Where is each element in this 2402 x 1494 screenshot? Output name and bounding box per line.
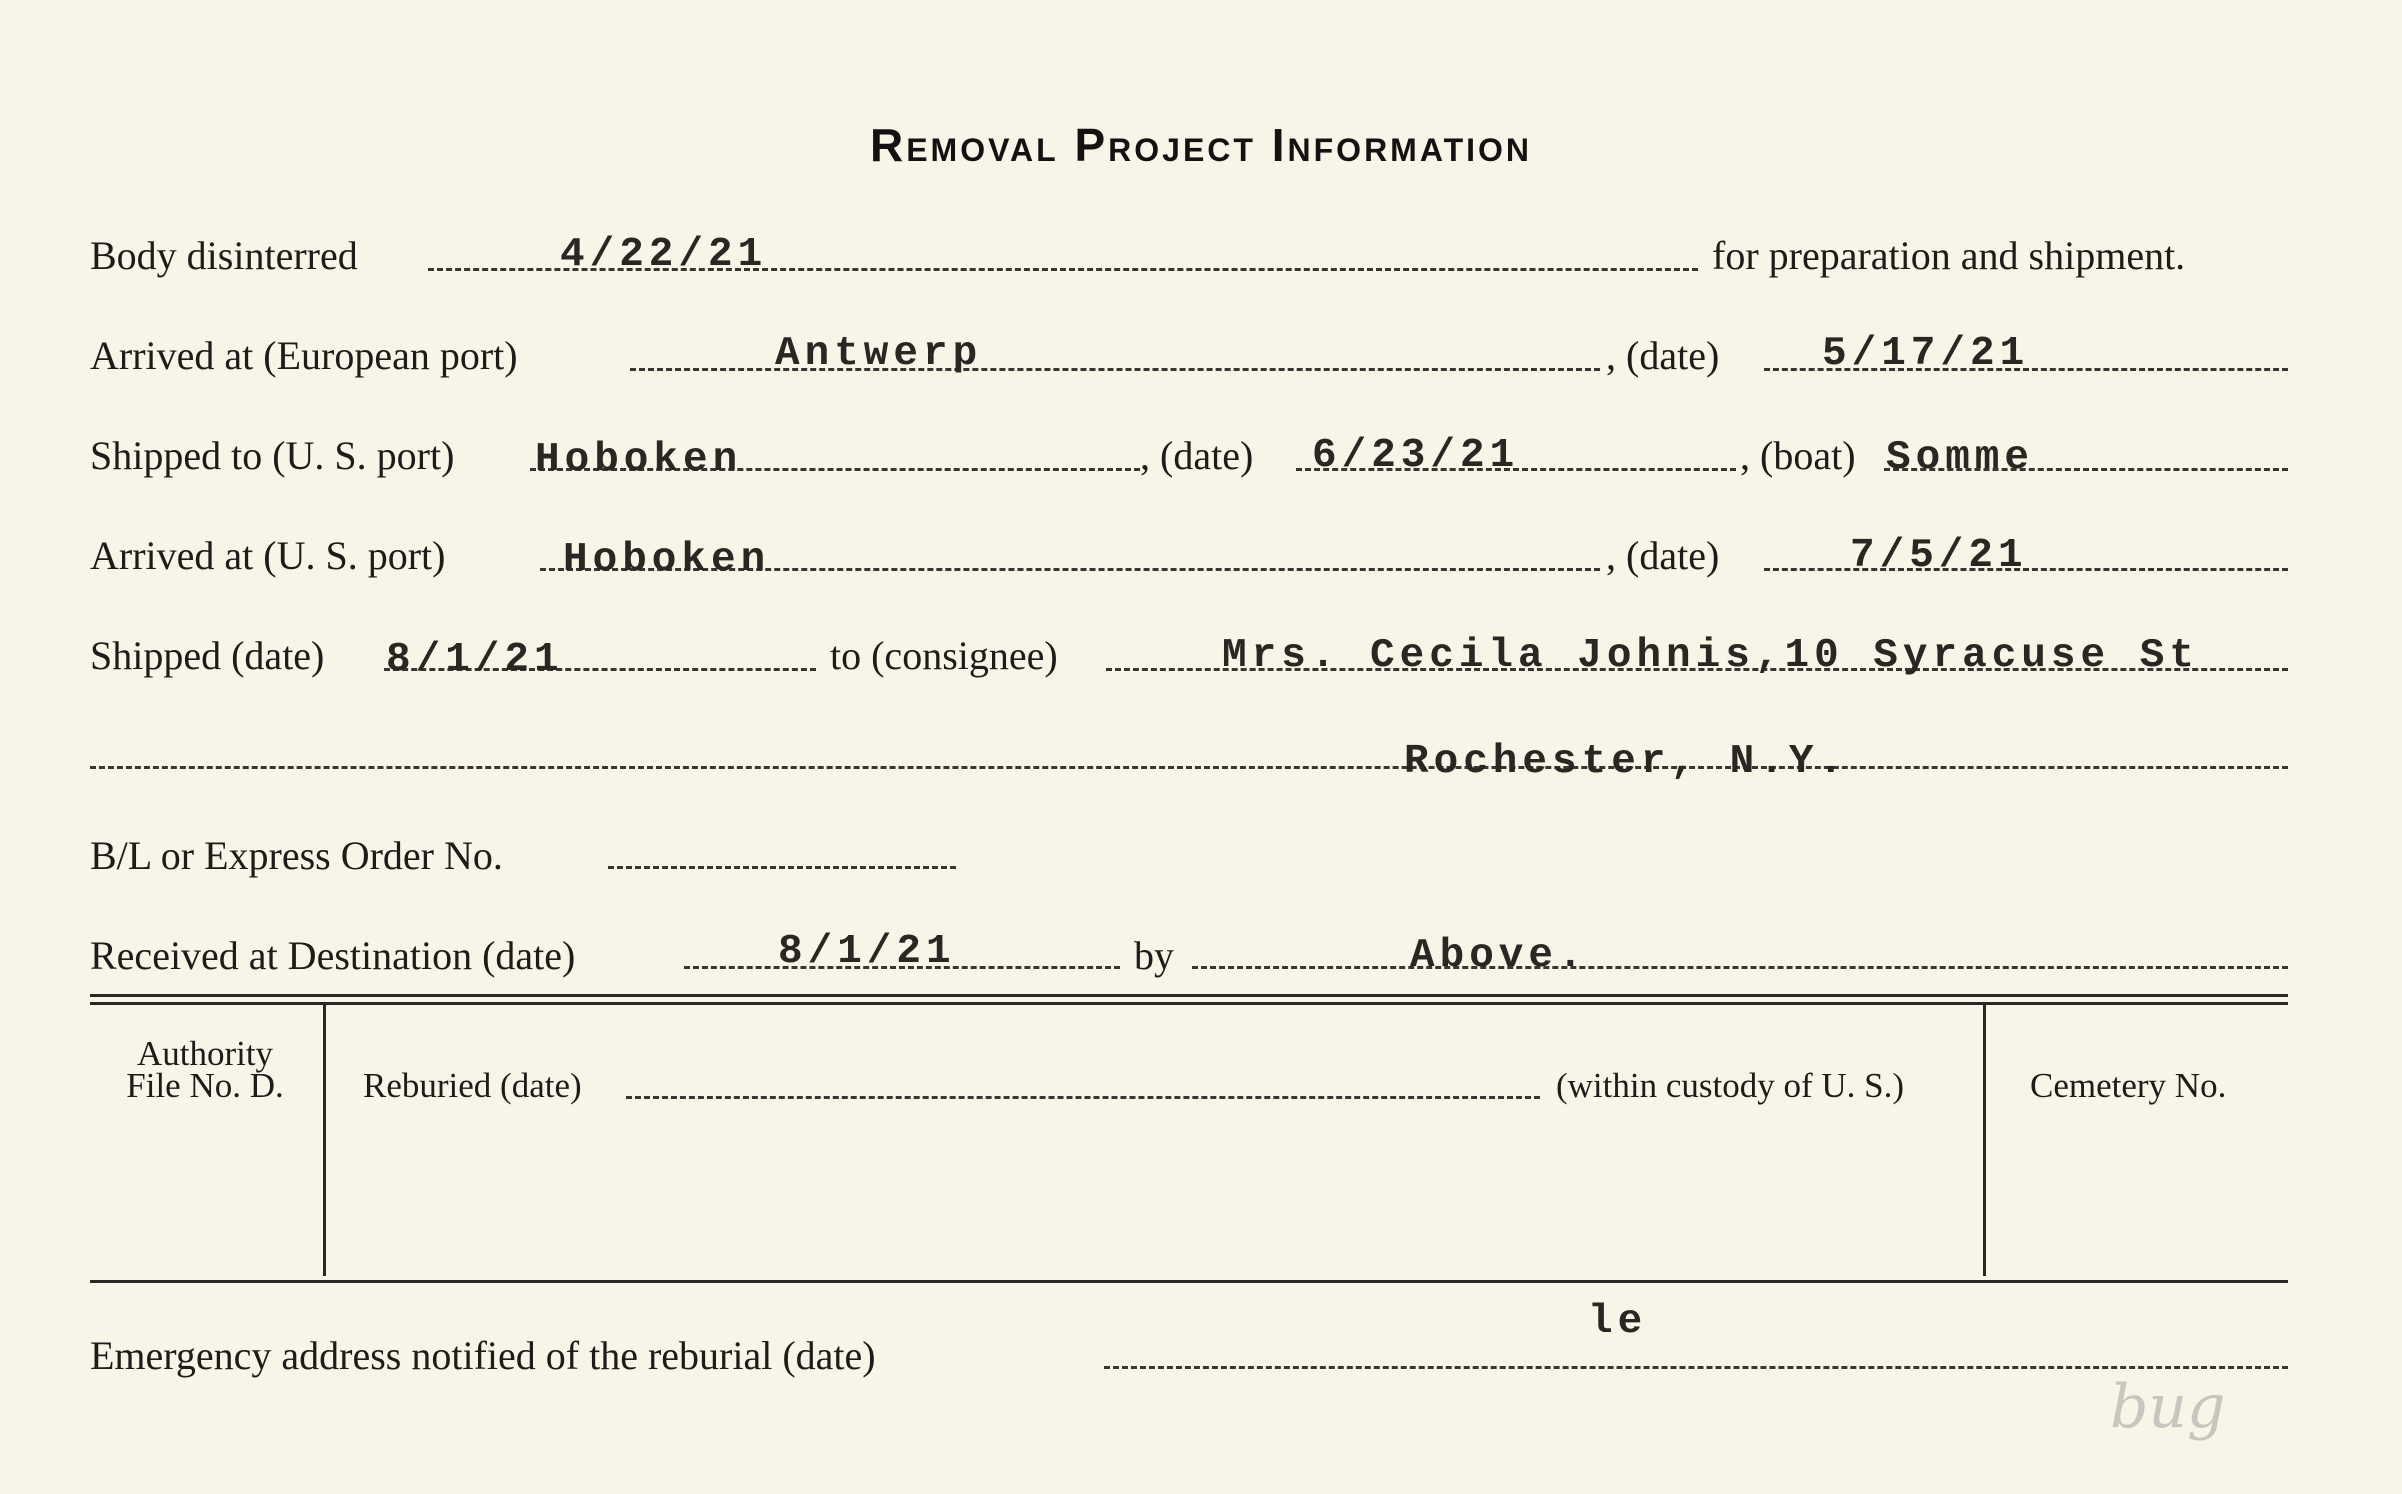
cemetery-label: Cemetery No. — [2030, 1066, 2227, 1105]
euro-port-value: Antwerp — [775, 331, 983, 377]
shipped-us-boat: Somme — [1886, 435, 2035, 481]
pencil-note: bug — [2110, 1372, 2226, 1442]
reburied-line — [626, 1096, 1540, 1099]
bl-line — [608, 866, 956, 869]
euro-date-label: , (date) — [1606, 333, 1720, 378]
emergency-label: Emergency address notified of the reburial (date) — [90, 1333, 876, 1378]
consignee-label: to (consignee) — [830, 633, 1058, 678]
received-by-line — [1192, 966, 2288, 969]
authority-line-2: File No. D. — [126, 1066, 284, 1105]
shipped-us-boat-label: , (boat) — [1740, 433, 1856, 478]
consignee-line-2 — [90, 766, 2288, 769]
arrived-us-port: Hoboken — [563, 537, 771, 583]
disinterred-label: Body disinterred — [90, 233, 358, 278]
emergency-line — [1104, 1366, 2288, 1369]
disinterred-suffix: for preparation and shipment. — [1712, 233, 2186, 278]
reburied-label: Reburied (date) — [363, 1066, 582, 1105]
arrived-us-date-label: , (date) — [1606, 533, 1720, 578]
euro-port-label: Arrived at (European port) — [90, 333, 518, 378]
received-date: 8/1/21 — [778, 929, 956, 975]
arrived-us-date: 7/5/21 — [1850, 533, 2028, 579]
received-by-label: by — [1134, 933, 1174, 978]
table-divider-left — [323, 1004, 326, 1276]
shipped-label: Shipped (date) — [90, 633, 325, 678]
received-label: Received at Destination (date) — [90, 933, 576, 978]
disinterred-date: 4/22/21 — [560, 232, 768, 278]
card-title: Removal Project Information — [869, 119, 1533, 171]
table-divider-right — [1983, 1004, 1986, 1276]
shipped-us-label: Shipped to (U. S. port) — [90, 433, 455, 478]
authority-line-1: Authority — [136, 1034, 274, 1073]
bl-label: B/L or Express Order No. — [90, 833, 503, 878]
table-top-rule-2 — [90, 1002, 2288, 1005]
shipped-date: 8/1/21 — [386, 637, 564, 683]
table-bottom-rule — [90, 1280, 2288, 1283]
custody-label: (within custody of U. S.) — [1556, 1066, 1905, 1105]
received-by: Above. — [1410, 933, 1588, 979]
emergency-mark: le — [1588, 1299, 1648, 1345]
shipped-us-date-label: , (date) — [1140, 433, 1254, 478]
table-top-rule-1 — [90, 994, 2288, 997]
euro-date-value: 5/17/21 — [1822, 331, 2030, 377]
shipped-us-date: 6/23/21 — [1312, 433, 1520, 479]
consignee-city: Rochester, N.Y. — [1404, 739, 1849, 785]
shipped-us-port: Hoboken — [535, 437, 743, 483]
consignee-value: Mrs. Cecila Johnis,10 Syracuse St — [1222, 633, 2199, 679]
arrived-us-label: Arrived at (U. S. port) — [90, 533, 446, 578]
